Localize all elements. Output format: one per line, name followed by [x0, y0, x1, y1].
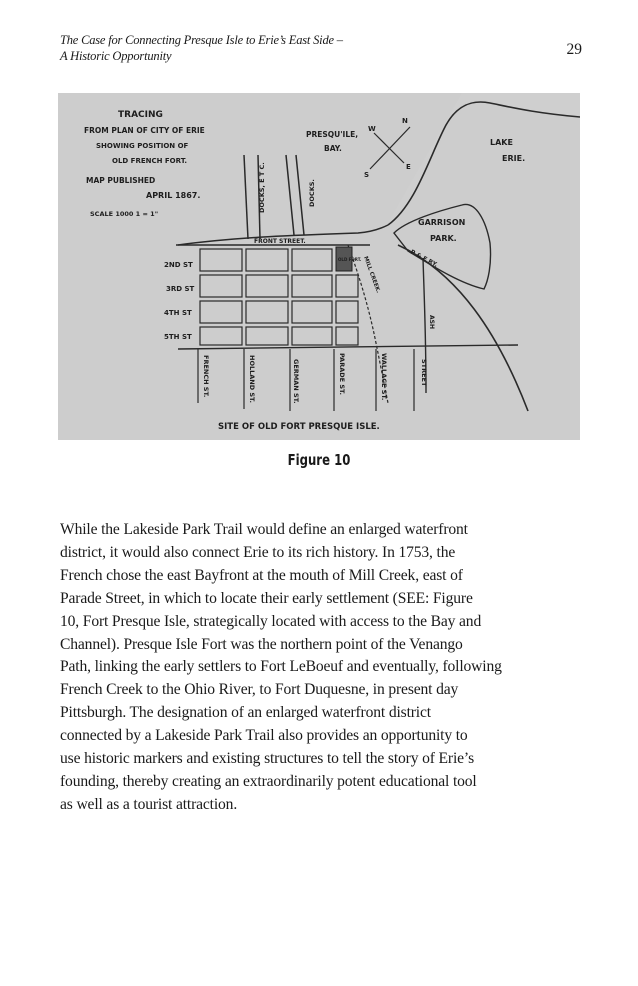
lake-shore-fill — [388, 93, 580, 223]
running-title-line2: A Historic Opportunity — [60, 48, 172, 63]
dock-pier-3 — [286, 155, 294, 235]
compass-w: W — [368, 125, 376, 133]
figure-caption: Figure 10 — [287, 451, 351, 469]
map-label-docks: DOCKS. — [308, 179, 316, 207]
body-line: use historic markers and existing structures to tell the story of Erie’s — [60, 750, 475, 768]
map-label-from-plan: FROM PLAN OF CITY OF ERIE — [84, 126, 205, 135]
dock-pier-4 — [296, 155, 304, 235]
map-label-holland-st: HOLLAND ST. — [248, 355, 256, 403]
map-label-map-published: MAP PUBLISHED — [86, 176, 156, 185]
body-line: Parade Street, in which to locate their early settlement (SEE: Figure — [60, 589, 473, 607]
map-label-old-fort-box: OLD FORT. — [338, 257, 362, 262]
page-number: 29 — [566, 41, 582, 58]
street-grid — [200, 249, 358, 345]
map-label-2nd-st: 2ND ST — [164, 261, 193, 269]
compass-rose — [370, 127, 410, 169]
fifth-street-line — [178, 345, 518, 349]
body-paragraph — [60, 519, 585, 817]
map-label-erie: ERIE. — [502, 154, 526, 163]
map-label-mill-creek: MILL CREEK. — [362, 255, 381, 294]
railway-line — [398, 245, 528, 411]
body-line: district, it would also connect Erie to its rich history. In 1753, the — [60, 543, 456, 561]
map-label-ash: ASH — [428, 315, 435, 329]
compass-s: S — [364, 171, 370, 179]
map-label-street: STREET — [420, 359, 428, 387]
compass-e: E — [406, 163, 411, 171]
body-line: as well as a tourist attraction. — [60, 795, 238, 813]
map-label-tracing: TRACING — [118, 110, 163, 120]
body-line: French chose the east Bayfront at the mouth of Mill Creek, east of — [60, 566, 463, 584]
map-label-presque-isle: PRESQU'ILE, — [306, 130, 359, 139]
body-line: Pittsburgh. The designation of an enlarged waterfront district — [60, 704, 431, 722]
map-label-wallace-st: WALLACE ST. — [380, 353, 388, 401]
map-label-old-fort: OLD FRENCH FORT. — [112, 157, 188, 165]
body-line: French Creek to the Ohio River, to Fort Duquesne, in present day — [60, 681, 459, 699]
body-line: While the Lakeside Park Trail would define an enlarged waterfront — [60, 521, 468, 538]
compass-n: N — [402, 117, 408, 125]
running-head — [60, 33, 390, 64]
map-label-pe-ry: P & E RY. — [409, 248, 439, 269]
map-label-front-street: FRONT STREET. — [254, 238, 306, 245]
map-label-bay: BAY. — [324, 144, 342, 153]
map-label-site: SITE OF OLD FORT PRESQUE ISLE. — [218, 422, 380, 432]
body-line: founding, thereby creating an extraordinarily potent educational tool — [60, 772, 477, 790]
map-label-german-st: GERMAN ST. — [292, 359, 300, 404]
map-label-docks-etc: DOCKS, E T C. — [258, 162, 266, 213]
map-label-french-st: FRENCH ST. — [202, 355, 210, 398]
body-line: connected by a Lakeside Park Trail also provides an opportunity to — [60, 727, 468, 745]
map-label-4th-st: 4TH ST — [164, 309, 192, 317]
map-label-5th-st: 5TH ST — [164, 333, 192, 341]
dock-pier-1 — [244, 155, 248, 239]
historic-map-drawing — [58, 93, 580, 440]
map-label-garrison: GARRISON — [418, 218, 466, 227]
map-label-showing: SHOWING POSITION OF — [96, 142, 189, 150]
body-line: Path, linking the early settlers to Fort LeBoeuf and eventually, following — [60, 658, 502, 676]
running-title-line1: The Case for Connecting Presque Isle to Erie’s East Side – — [60, 33, 343, 47]
map-label-lake: LAKE — [490, 138, 513, 147]
map-label-scale: SCALE 1000 1 = 1" — [90, 210, 159, 218]
map-label-3rd-st: 3RD ST — [166, 285, 195, 293]
map-label-park: PARK. — [430, 234, 457, 243]
body-line: 10, Fort Presque Isle, strategically located with access to the Bay and — [60, 612, 482, 630]
lake-shoreline — [388, 102, 580, 225]
map-label-parade-st: PARADE ST. — [338, 353, 346, 395]
figure-map — [58, 93, 580, 440]
body-line: Channel). Presque Isle Fort was the northern point of the Venango — [60, 635, 463, 653]
map-label-april: APRIL 1867. — [146, 191, 201, 200]
